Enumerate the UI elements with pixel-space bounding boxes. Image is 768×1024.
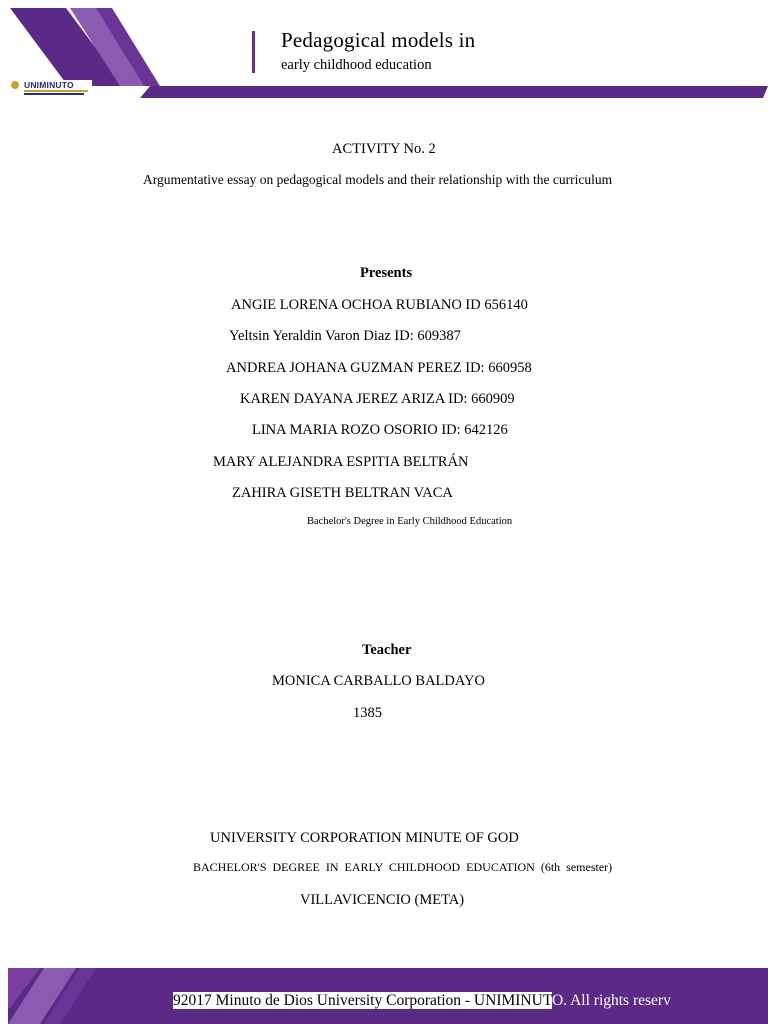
logo-text: UNIMINUTO [24, 80, 74, 90]
student-name: ZAHIRA GISETH BELTRAN VACA [232, 485, 453, 501]
program-name: BACHELOR'S DEGREE IN EARLY CHILDHOOD EDUCATION (6th semester) [193, 860, 613, 874]
student-name: LINA MARIA ROZO OSORIO ID: 642126 [252, 422, 508, 438]
page-footer [0, 968, 768, 1024]
student-name: ANDREA JOHANA GUZMAN PEREZ ID: 660958 [226, 360, 532, 376]
logo-stripe-blue [24, 93, 84, 95]
logo-sun-icon [10, 80, 20, 90]
header-divider [252, 31, 255, 73]
nrc-code: 1385 [353, 705, 382, 721]
header-subtitle: early childhood education [281, 57, 432, 73]
teacher-label: Teacher [362, 642, 412, 658]
copyright-rest: O. All rights reserv [552, 992, 671, 1009]
copyright-notice [173, 992, 671, 1010]
degree-name: Bachelor's Degree in Early Childhood Education [307, 516, 513, 527]
city-name: VILLAVICENCIO (META) [300, 892, 465, 908]
copyright-highlighted: 92017 Minuto de Dios University Corporation - UNIMINUT [173, 992, 553, 1009]
logo-stripe-gold [24, 90, 88, 92]
page-header [0, 0, 768, 100]
teacher-name: MONICA CARBALLO BALDAYO [272, 673, 485, 689]
student-name: Yeltsin Yeraldin Varon Diaz ID: 609387 [229, 328, 461, 344]
presents-label: Presents [360, 265, 413, 281]
student-name: ANGIE LORENA OCHOA RUBIANO ID 656140 [231, 297, 528, 313]
header-title: Pedagogical models in [281, 28, 476, 52]
student-name: KAREN DAYANA JEREZ ARIZA ID: 660909 [240, 391, 515, 407]
university-name: UNIVERSITY CORPORATION MINUTE OF GOD [210, 830, 519, 846]
activity-number: ACTIVITY No. 2 [332, 141, 436, 157]
essay-title: Argumentative essay on pedagogical models and their relationship with the curriculum [143, 172, 613, 187]
student-name: MARY ALEJANDRA ESPITIA BELTRÁN [213, 454, 469, 470]
uniminuto-logo [10, 80, 92, 98]
